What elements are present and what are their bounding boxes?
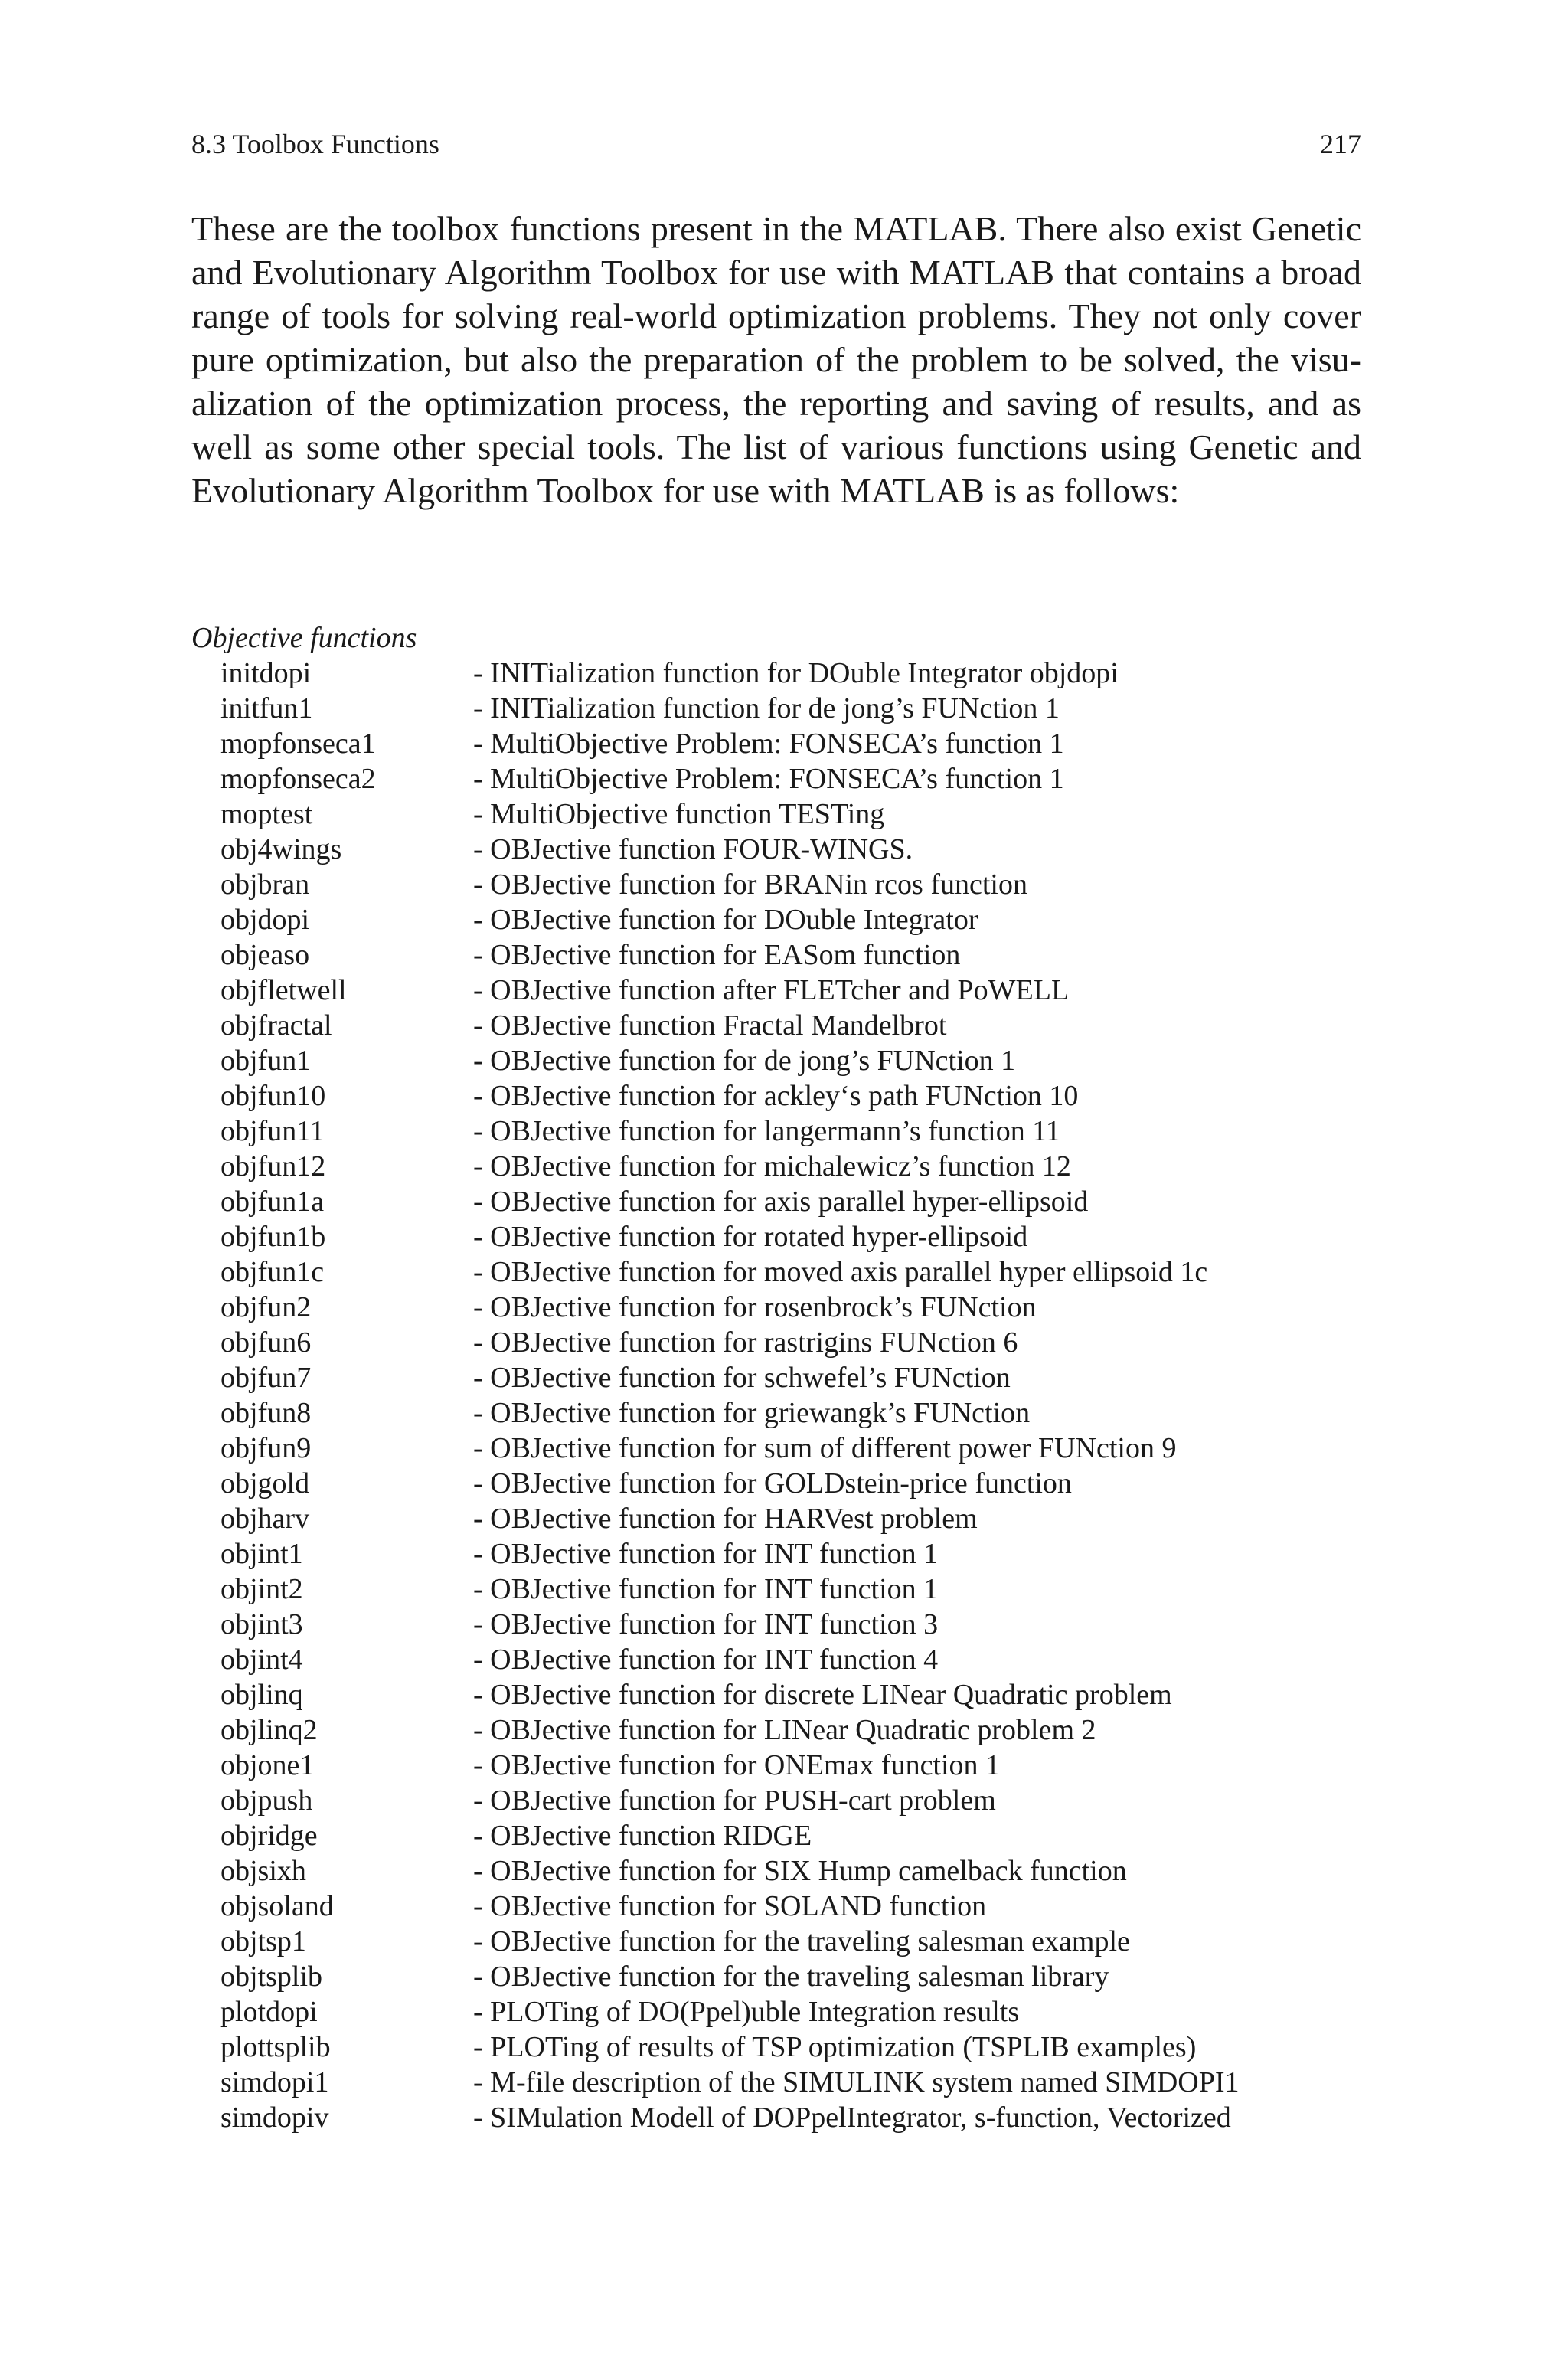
function-description: - OBJective function for INT function 3	[473, 1608, 939, 1640]
function-row	[191, 1254, 1416, 1290]
function-description: - M-file description of the SIMULINK system named SIMDOPI1	[473, 2066, 1240, 2098]
function-name: mopfonseca2	[220, 763, 376, 795]
function-row	[191, 1395, 1416, 1431]
function-name: objfun6	[220, 1326, 312, 1359]
function-description: - PLOTing of results of TSP optimization (TSPLIB examples)	[473, 2031, 1197, 2063]
function-row	[191, 2065, 1416, 2100]
function-description: - PLOTing of DO(Ppel)uble Integration results	[473, 1996, 1020, 2028]
function-row	[191, 1924, 1416, 1959]
intro-paragraph: These are the toolbox functions present in the MATLAB. There also exist Genetic and Evolutionary Algorithm Toolbox for use with MATLAB that contains a broad range of tools for solving real-world optimization problems. They not only cover pure optimization, but also the preparation of the problem to be solved, the visualization of the optimization process, the reporting and saving of results, and as well as some other special tools. The list of various functions using Genetic and Evolutionary Algorithm Toolbox for use with MATLAB is as follows:	[191, 209, 1361, 510]
function-row	[191, 1290, 1416, 1325]
function-name: objbran	[220, 868, 310, 901]
function-row	[191, 1994, 1416, 2029]
function-row	[191, 2029, 1416, 2065]
function-name: objsoland	[220, 1890, 334, 1922]
function-row	[191, 1008, 1416, 1043]
function-description: - OBJective function for LINear Quadratic problem 2	[473, 1714, 1096, 1746]
function-description: - OBJective function Fractal Mandelbrot	[473, 1009, 947, 1042]
function-description: - OBJective function for INT function 1	[473, 1573, 939, 1605]
objective-functions-list	[191, 656, 1416, 2135]
function-description: - OBJective function for INT function 4	[473, 1644, 939, 1676]
function-row	[191, 691, 1416, 726]
function-name: objtsplib	[220, 1961, 323, 1993]
function-row	[191, 1889, 1416, 1924]
function-row	[191, 1748, 1416, 1783]
function-row	[191, 1325, 1416, 1360]
function-name: mopfonseca1	[220, 728, 376, 760]
function-row	[191, 1043, 1416, 1078]
function-description: - OBJective function for discrete LINear Quadratic problem	[473, 1679, 1172, 1711]
function-description: - OBJective function for rosenbrock’s FUNction	[473, 1291, 1037, 1323]
function-description: - INITialization function for de jong’s FUNction 1	[473, 692, 1060, 724]
function-description: - OBJective function for the traveling salesman example	[473, 1925, 1130, 1958]
function-description: - OBJective function for HARVest problem	[473, 1503, 978, 1535]
function-row	[191, 1959, 1416, 1994]
function-description: - OBJective function after FLETcher and PoWELL	[473, 974, 1070, 1006]
function-description: - MultiObjective function TESTing	[473, 798, 885, 830]
function-description: - OBJective function RIDGE	[473, 1820, 812, 1852]
function-row	[191, 726, 1416, 761]
function-name: objharv	[220, 1503, 310, 1535]
function-name: obj4wings	[220, 833, 342, 865]
function-description: - OBJective function for DOuble Integrator	[473, 904, 978, 936]
function-name: simdopiv	[220, 2101, 329, 2134]
objective-functions-heading: Objective functions	[191, 622, 417, 654]
function-row	[191, 796, 1416, 832]
function-row	[191, 1078, 1416, 1114]
function-name: objfun12	[220, 1150, 326, 1182]
page-number: 217	[1320, 129, 1361, 159]
function-name: objfun11	[220, 1115, 325, 1147]
function-row	[191, 902, 1416, 937]
function-row	[191, 937, 1416, 973]
function-name: simdopi1	[220, 2066, 329, 2098]
function-description: - OBJective function for schwefel’s FUNction	[473, 1362, 1011, 1394]
function-row	[191, 1114, 1416, 1149]
function-description: - OBJective function for BRANin rcos function	[473, 868, 1027, 901]
function-row	[191, 867, 1416, 902]
function-name: objgold	[220, 1467, 310, 1500]
function-name: objfun1a	[220, 1186, 325, 1218]
objective-functions-section	[191, 620, 1416, 2135]
function-row	[191, 1607, 1416, 1642]
function-description: - OBJective function for moved axis parallel hyper ellipsoid 1c	[473, 1256, 1208, 1288]
function-name: objfun1	[220, 1045, 312, 1077]
function-description: - OBJective function for de jong’s FUNction 1	[473, 1045, 1016, 1077]
function-row	[191, 761, 1416, 796]
function-description: - OBJective function FOUR-WINGS.	[473, 833, 913, 865]
function-row	[191, 1149, 1416, 1184]
function-name: objtsp1	[220, 1925, 306, 1958]
function-description: - OBJective function for EASom function	[473, 939, 961, 971]
function-name: objfractal	[220, 1009, 332, 1042]
section-title: 8.3 Toolbox Functions	[191, 129, 439, 159]
function-description: - OBJective function for michalewicz’s function 12	[473, 1150, 1071, 1182]
function-description: - OBJective function for the traveling salesman library	[473, 1961, 1109, 1993]
function-row	[191, 1466, 1416, 1501]
function-name: objint2	[220, 1573, 303, 1605]
function-name: objfun7	[220, 1362, 312, 1394]
function-name: objfun8	[220, 1397, 312, 1429]
function-row	[191, 1783, 1416, 1818]
function-description: - SIMulation Modell of DOPpelIntegrator, s-function, Vectorized	[473, 2101, 1231, 2134]
function-row	[191, 973, 1416, 1008]
function-name: initfun1	[220, 692, 313, 724]
function-description: - OBJective function for ackley‘s path FUNction 10	[473, 1080, 1079, 1112]
function-name: objone1	[220, 1749, 315, 1781]
function-description: - OBJective function for sum of different power FUNction 9	[473, 1432, 1177, 1464]
function-name: moptest	[220, 798, 313, 830]
function-row	[191, 1501, 1416, 1536]
function-row	[191, 1572, 1416, 1607]
function-row	[191, 1360, 1416, 1395]
function-name: objint4	[220, 1644, 303, 1676]
function-name: objfun1b	[220, 1221, 326, 1253]
function-description: - OBJective function for SOLAND function	[473, 1890, 987, 1922]
function-name: objridge	[220, 1820, 318, 1852]
function-name: plotdopi	[220, 1996, 318, 2028]
function-row	[191, 1431, 1416, 1466]
function-row	[191, 1219, 1416, 1254]
function-description: - OBJective function for rastrigins FUNction 6	[473, 1326, 1018, 1359]
function-description: - OBJective function for langermann’s function 11	[473, 1115, 1060, 1147]
function-name: objeaso	[220, 939, 310, 971]
function-name: objfun2	[220, 1291, 312, 1323]
function-row	[191, 1853, 1416, 1889]
function-name: initdopi	[220, 657, 312, 689]
function-name: objfun1c	[220, 1256, 325, 1288]
function-description: - MultiObjective Problem: FONSECA’s function 1	[473, 728, 1064, 760]
function-description: - OBJective function for GOLDstein-price function	[473, 1467, 1072, 1500]
function-name: objdopi	[220, 904, 310, 936]
function-name: objfun10	[220, 1080, 326, 1112]
function-row	[191, 1642, 1416, 1677]
function-row	[191, 832, 1416, 867]
function-row	[191, 2100, 1416, 2135]
function-row	[191, 1536, 1416, 1572]
function-description: - OBJective function for rotated hyper-ellipsoid	[473, 1221, 1028, 1253]
function-name: objfun9	[220, 1432, 312, 1464]
function-name: objpush	[220, 1784, 313, 1817]
function-row	[191, 1818, 1416, 1853]
function-description: - OBJective function for SIX Hump camelback function	[473, 1855, 1127, 1887]
function-row	[191, 1712, 1416, 1748]
function-row	[191, 656, 1416, 691]
function-row	[191, 1677, 1416, 1712]
function-name: plottsplib	[220, 2031, 331, 2063]
function-name: objlinq2	[220, 1714, 318, 1746]
function-description: - OBJective function for INT function 1	[473, 1538, 939, 1570]
function-description: - OBJective function for ONEmax function 1	[473, 1749, 1001, 1781]
function-description: - INITialization function for DOuble Integrator objdopi	[473, 657, 1119, 689]
function-description: - MultiObjective Problem: FONSECA’s function 1	[473, 763, 1064, 795]
function-name: objsixh	[220, 1855, 306, 1887]
function-row	[191, 1184, 1416, 1219]
function-name: objlinq	[220, 1679, 303, 1711]
function-description: - OBJective function for griewangk’s FUNction	[473, 1397, 1031, 1429]
function-name: objint1	[220, 1538, 303, 1570]
function-description: - OBJective function for PUSH-cart problem	[473, 1784, 996, 1817]
function-name: objint3	[220, 1608, 303, 1640]
function-name: objfletwell	[220, 974, 347, 1006]
function-description: - OBJective function for axis parallel hyper-ellipsoid	[473, 1186, 1089, 1218]
